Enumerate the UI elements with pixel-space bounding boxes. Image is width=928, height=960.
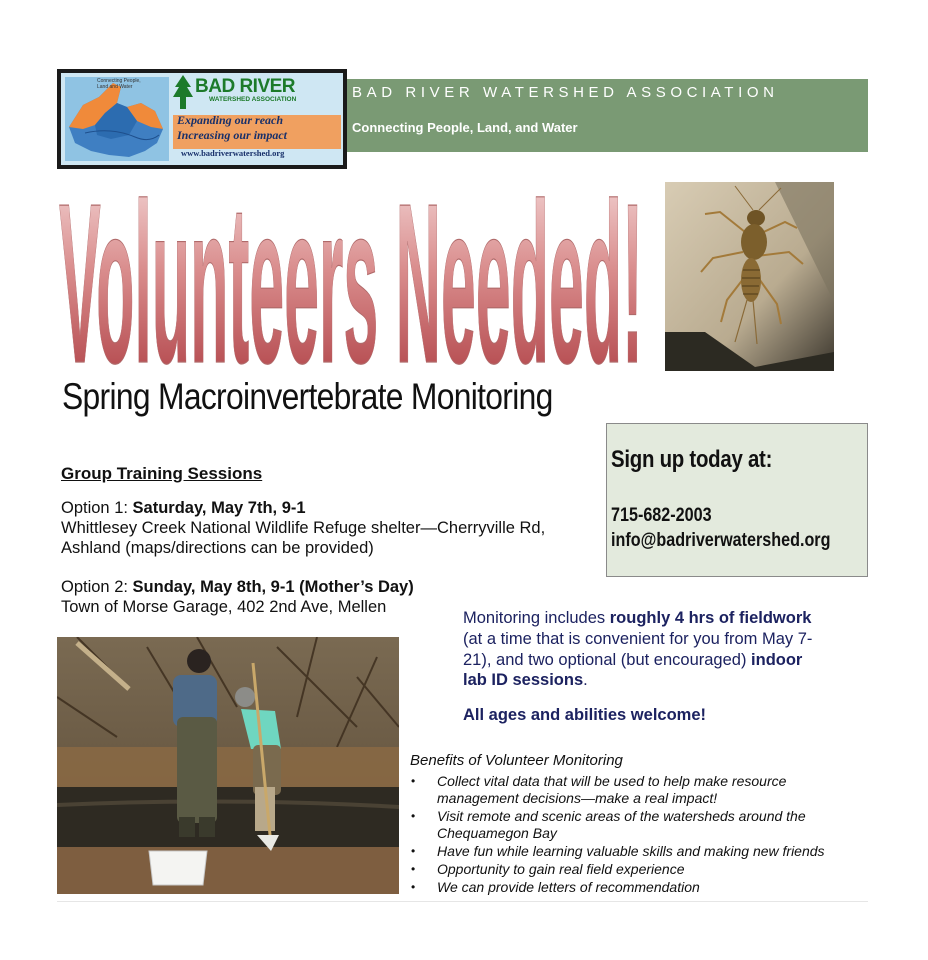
benefit-item: Have fun while learning valuable skills and making new friends <box>437 843 825 859</box>
option-1-place-2: Ashland (maps/directions can be provided) <box>61 539 374 557</box>
logo-brand: BAD RIVER <box>195 76 296 97</box>
stonefly-photo <box>665 182 834 371</box>
logo-map-text: Connecting People, Land and Water <box>97 78 141 90</box>
monitoring-line-3 <box>463 650 858 671</box>
bullet: • <box>411 774 416 788</box>
signup-title: Sign up today at: <box>611 446 773 473</box>
logo-slogan-1: Expanding our reach <box>177 113 284 127</box>
monitoring-emphasis: lab ID sessions <box>463 671 584 689</box>
tree-icon <box>173 75 193 109</box>
monitoring-line-2: (at a time that is convenient for you from May 7- <box>463 630 813 648</box>
benefit-item: Collect vital data that will be used to help make resource <box>437 773 787 789</box>
benefit-item: Chequamegon Bay <box>437 825 557 841</box>
signup-email[interactable]: info@badriverwatershed.org <box>611 530 831 551</box>
signup-phone[interactable]: 715-682-2003 <box>611 505 712 526</box>
monitoring-emphasis: indoor <box>751 651 803 669</box>
option-1-when <box>61 498 306 518</box>
monitoring-text: Monitoring includes <box>463 609 610 627</box>
bullet: • <box>411 880 416 894</box>
monitoring-emphasis: roughly 4 hrs of fieldwork <box>609 609 812 627</box>
monitoring-line-4 <box>463 670 858 691</box>
org-tagline: Connecting People, Land, and Water <box>352 120 578 135</box>
benefit-item: Opportunity to gain real field experience <box>437 861 685 877</box>
welcome-line: All ages and abilities welcome! <box>463 706 706 724</box>
option-2-date: Sunday, May 8th, 9-1 (Mother’s Day) <box>132 578 414 596</box>
page-title <box>57 172 647 372</box>
option-1-prefix: Option 1: <box>61 499 133 517</box>
logo-brand-sub: WATERSHED ASSOCIATION <box>209 96 297 103</box>
option-1-date: Saturday, May 7th, 9-1 <box>132 499 306 517</box>
benefit-item: We can provide letters of recommendation <box>437 879 700 895</box>
field-monitoring-photo <box>57 637 399 894</box>
monitoring-text: . <box>583 671 588 689</box>
bullet: • <box>411 844 416 858</box>
logo <box>57 69 347 169</box>
monitoring-text: 21), and two optional (but encouraged) <box>463 651 752 669</box>
benefits-title: Benefits of Volunteer Monitoring <box>410 752 623 769</box>
benefit-item: management decisions—make a real impact! <box>437 790 718 806</box>
org-name: BAD RIVER WATERSHED ASSOCIATION <box>352 84 779 101</box>
bullet: • <box>411 862 416 876</box>
page-title-text: Volunteers Needed! <box>59 172 643 372</box>
sessions-heading: Group Training Sessions <box>61 464 263 483</box>
bullet: • <box>411 809 416 823</box>
monitoring-line-1 <box>463 608 858 629</box>
logo-slogan-2: Increasing our impact <box>177 128 288 142</box>
option-2-when <box>61 577 414 597</box>
subtitle: Spring Macroinvertebrate Monitoring <box>62 376 553 417</box>
option-2-place: Town of Morse Garage, 402 2nd Ave, Mellen <box>61 598 387 616</box>
logo-url: www.badriverwatershed.org <box>181 148 285 158</box>
bottom-divider <box>57 901 868 902</box>
option-1-place-1: Whittlesey Creek National Wildlife Refuge shelter—Cherryville Rd, <box>61 519 546 537</box>
benefit-item: Visit remote and scenic areas of the watersheds around the <box>437 808 806 824</box>
option-2-prefix: Option 2: <box>61 578 133 596</box>
